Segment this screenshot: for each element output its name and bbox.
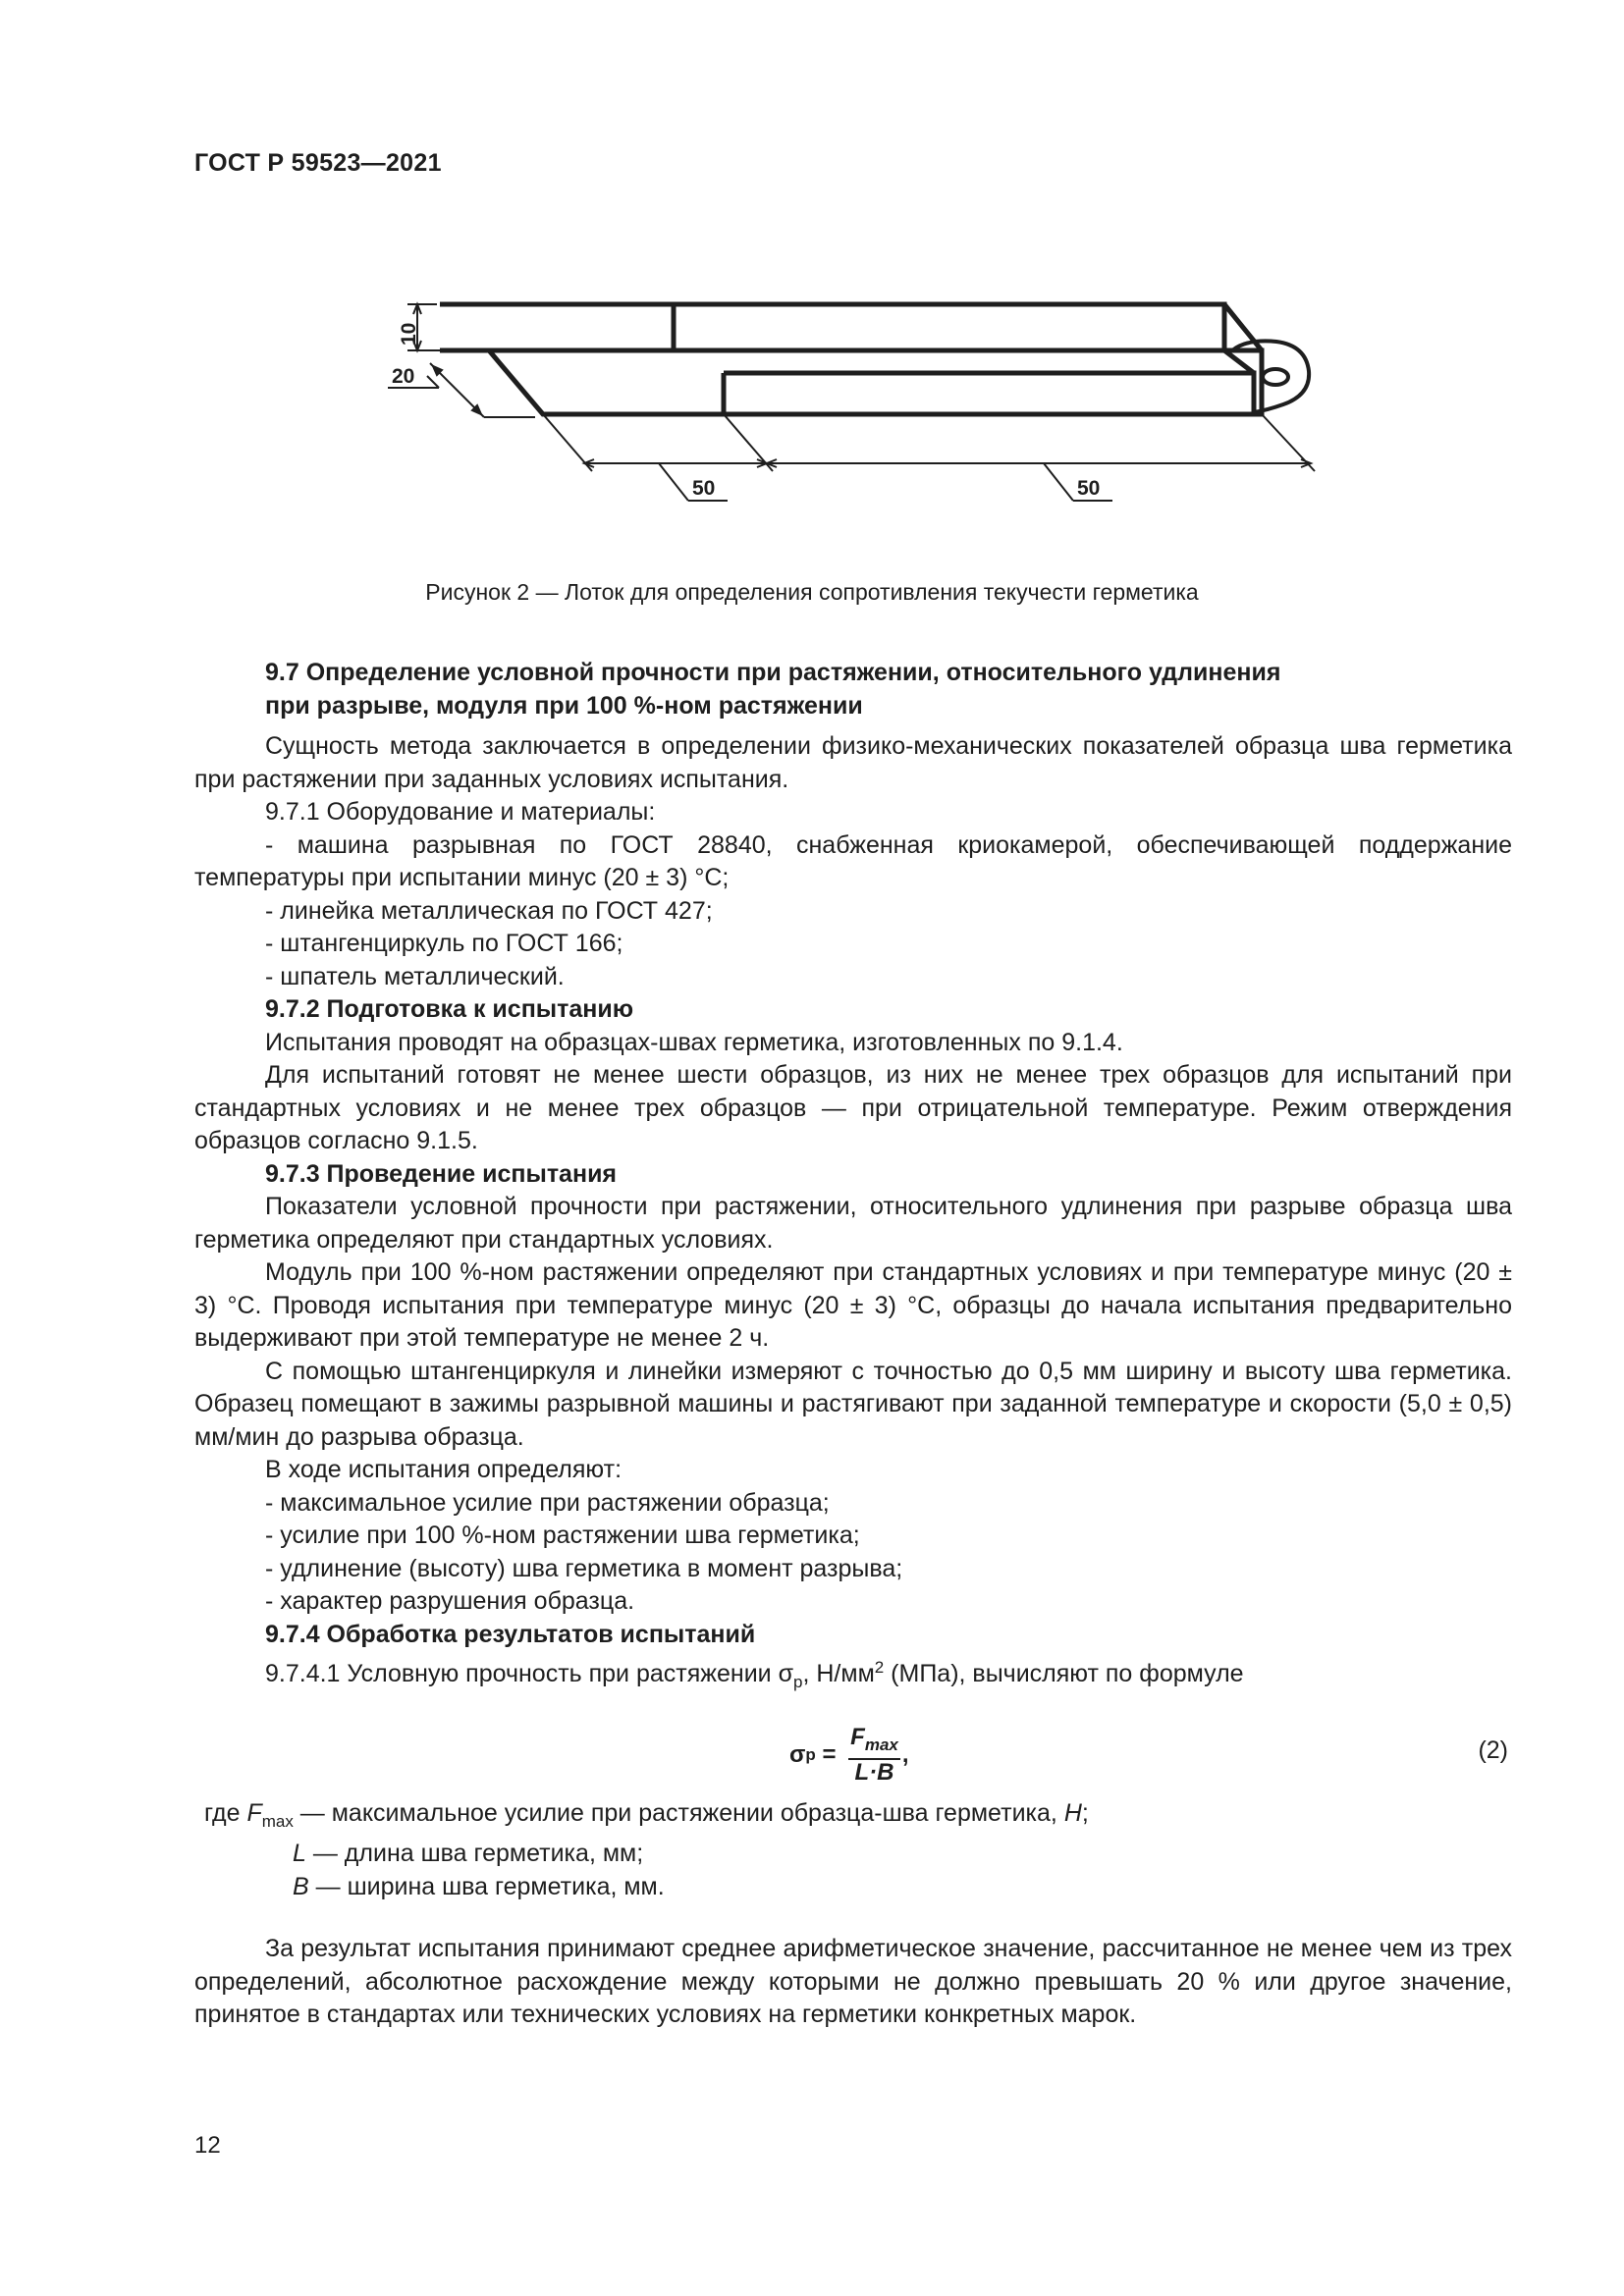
where-line xyxy=(204,1797,1512,1839)
formula-num-sub: max xyxy=(864,1735,898,1754)
where-unit: Н xyxy=(1063,1798,1082,1827)
proc-paragraph: В ходе испытания определяют: xyxy=(265,1456,623,1483)
dim-len1-label: 50 xyxy=(692,477,716,500)
where-desc: — ширина шва герметика, мм. xyxy=(308,1872,665,1900)
dimension-length xyxy=(543,414,1315,501)
determine-item: - характер разрушения образца. xyxy=(265,1587,635,1615)
prep-paragraph: Для испытаний готовят не менее шести образцов, из них не менее трех образцов для испытаний при стандартных условиях и не менее трех образцов — при отрицательной температуре. Режим отверждения образцов согласно 9.1.5. xyxy=(194,1061,1512,1154)
proc-paragraph: Модуль при 100 %-ном растяжении определяют при стандартных условиях и при температуре минус (20 ± 3) °С. Проводя испытания при температуре минус (20 ± 3) °С, образцы до начала испытания предварительно выдерживают при этой температуре не менее 2 ч. xyxy=(194,1258,1512,1352)
formula-expression xyxy=(789,1725,909,1786)
tray-drawing xyxy=(388,285,1330,530)
where-sub: max xyxy=(261,1811,294,1831)
formula-2 xyxy=(194,1717,1512,1784)
equipment-item: - штангенциркуль по ГОСТ 166; xyxy=(265,930,623,957)
subsection-9-7-2: 9.7.2 Подготовка к испытанию xyxy=(265,995,634,1023)
proc-paragraph: Показатели условной прочности при растяжении, относительного удлинения при разрыве образца шва герметика определяют при стандартных условиях. xyxy=(194,1193,1512,1254)
page-number: 12 xyxy=(194,2132,221,2159)
determine-item: - максимальное усилие при растяжении образца; xyxy=(265,1488,830,1517)
result-paragraph: За результат испытания принимают среднее арифметическое значение, рассчитанное не менее чем из трех определений, абсолютное расхождение между которыми не должно превышать 20 % или другое значение, принятое в стандартах или технических условиях на герметики конкретных марок. xyxy=(194,1935,1512,2028)
prep-paragraph: Испытания проводят на образцах-швах герметика, изготовленных по 9.1.4. xyxy=(265,1028,1123,1056)
equipment-item: - машина разрывная по ГОСТ 28840, снабженная криокамерой, обеспечивающей поддержание температуры при испытании минус (20 ± 3) °С; xyxy=(194,830,1512,891)
formula-lhs: σ xyxy=(789,1740,806,1768)
formula-numerator xyxy=(848,1725,900,1760)
document-header: ГОСТ Р 59523—2021 xyxy=(194,149,442,177)
s9741-sub: р xyxy=(793,1673,803,1691)
equipment-item: - линейка металлическая по ГОСТ 427; xyxy=(265,896,713,925)
where-end: ; xyxy=(1081,1798,1089,1827)
subsection-9-7-4: 9.7.4 Обработка результатов испытаний xyxy=(265,1620,756,1648)
s9741-text-b: , Н/мм xyxy=(802,1660,875,1687)
heading-line-1: 9.7 Определение условной прочности при растяжении, относительного удлинения xyxy=(265,659,1281,686)
intro-paragraph: Сущность метода заключается в определении физико-механических показателей образца шва герметика при растяжении при заданных условиях испытания. xyxy=(194,732,1512,793)
subsection-9-7-3: 9.7.3 Проведение испытания xyxy=(265,1159,618,1188)
where-line xyxy=(293,1838,1512,1871)
dim-height-label: 10 xyxy=(398,322,420,346)
determine-item: - усилие при 100 %-ном растяжении шва герметика; xyxy=(265,1522,860,1549)
s9741-text-a: 9.7.4.1 Условную прочность при растяжении σ xyxy=(265,1660,794,1687)
heading-line-2: при разрыве, модуля при 100 %-ном растяжении xyxy=(265,692,863,720)
equipment-item: - шпатель металлический. xyxy=(265,962,565,990)
determine-item: - удлинение (высоту) шва герметика в момент разрыва; xyxy=(265,1554,903,1582)
s9741-sup: 2 xyxy=(874,1658,885,1677)
section-heading xyxy=(265,656,1512,722)
where-symbol: L xyxy=(293,1840,306,1867)
figure-caption: Рисунок 2 — Лоток для определения сопротивления текучести герметика xyxy=(425,579,1199,605)
tray-outline xyxy=(440,304,1262,414)
formula-fraction xyxy=(848,1725,900,1786)
where-desc: — максимальное усилие при растяжении образца-шва герметика, xyxy=(293,1798,1064,1827)
formula-num-symbol: F xyxy=(850,1723,865,1750)
s9741-text-c: (МПа), вычисляют по формуле xyxy=(884,1660,1244,1687)
formula-tail: , xyxy=(901,1740,909,1768)
where-symbol: F xyxy=(246,1798,262,1827)
where-prefix: где xyxy=(204,1798,247,1827)
formula-lhs-sub: р xyxy=(805,1744,816,1764)
formula-number: (2) xyxy=(1478,1735,1508,1764)
dim-depth-label: 20 xyxy=(392,365,415,388)
where-desc: — длина шва герметика, мм; xyxy=(305,1840,644,1867)
where-line xyxy=(293,1871,1512,1904)
dim-len2-label: 50 xyxy=(1077,477,1101,500)
where-symbol: B xyxy=(293,1872,309,1900)
subsection-9-7-4-1 xyxy=(194,1651,1512,1699)
section-9-7 xyxy=(194,656,1512,2032)
proc-paragraph: С помощью штангенциркуля и линейки измеряют с точностью до 0,5 мм ширину и высоту шва герметика. Образец помещают в зажимы разрывной машины и растягивают при заданной температуре и скорости (5,0 ± 0,5) мм/мин до разрыва образца. xyxy=(194,1357,1512,1451)
formula-denominator: L·B xyxy=(854,1758,894,1786)
formula-eq: = xyxy=(815,1740,843,1768)
subsection-9-7-1: 9.7.1 Оборудование и материалы: xyxy=(265,798,656,826)
